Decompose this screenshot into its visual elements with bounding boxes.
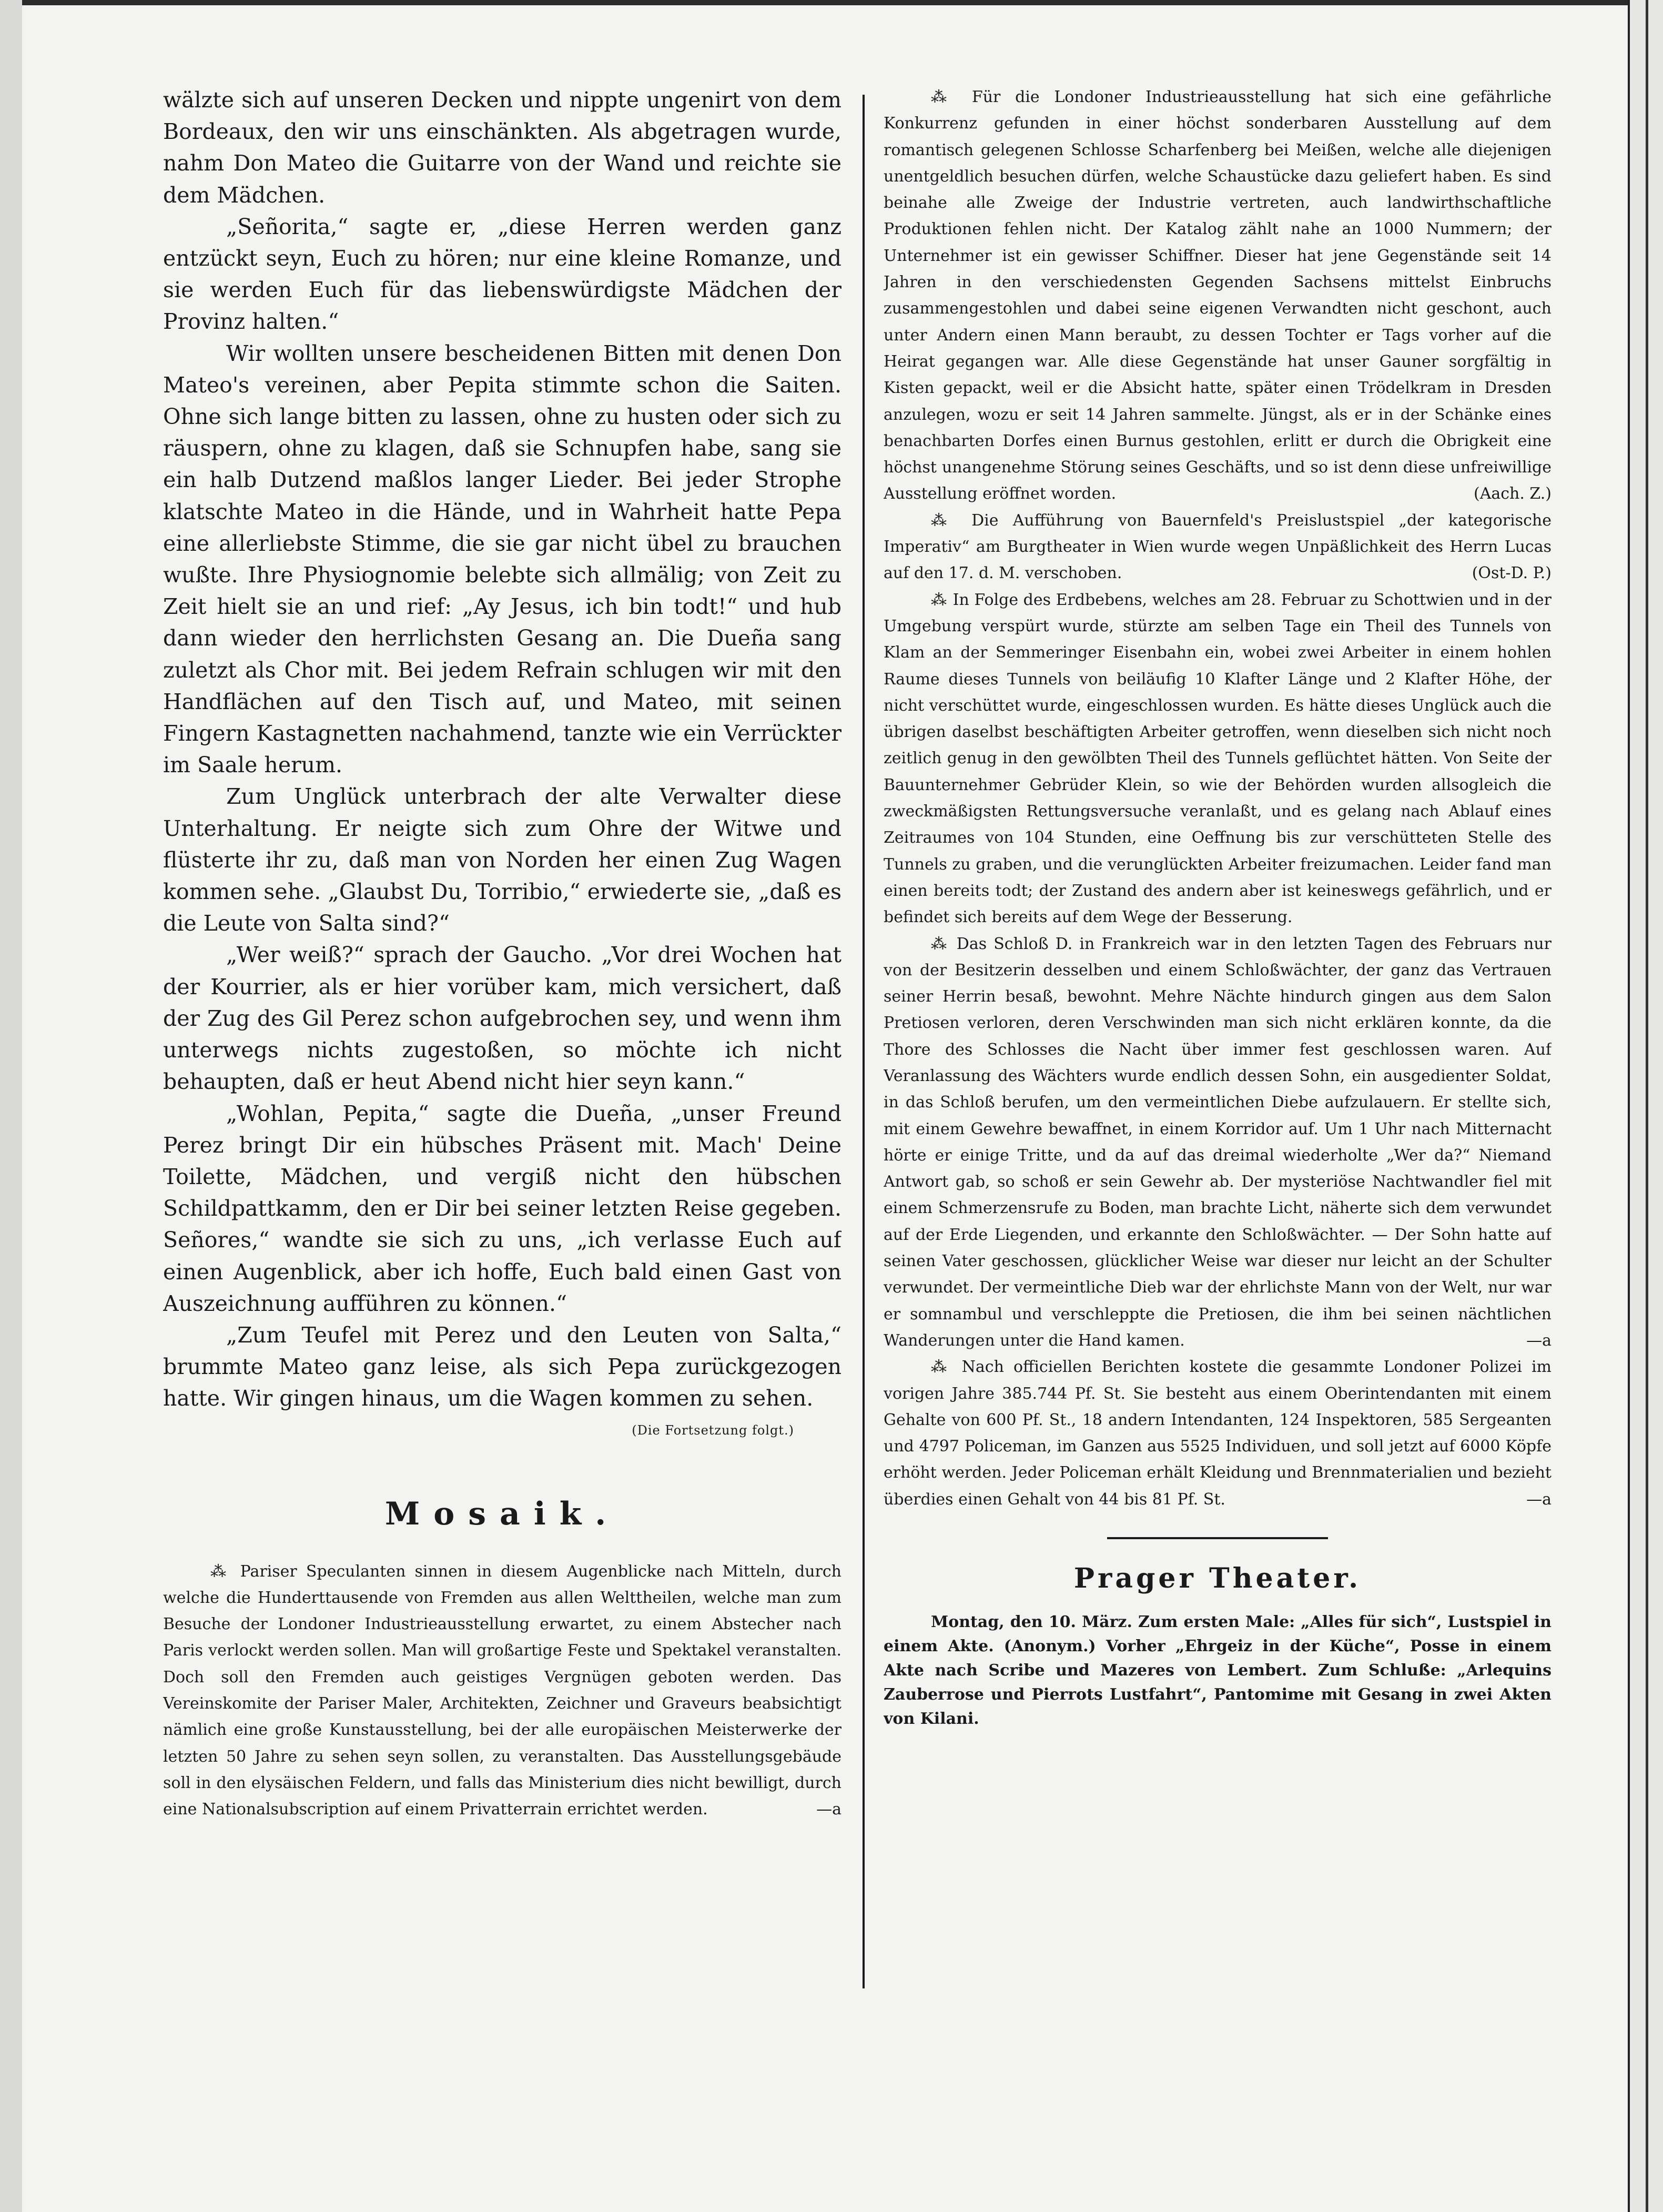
asterism-icon: ⁂ (931, 1358, 952, 1377)
news-list (884, 84, 1552, 1513)
story-paragraph: „Wer weiß?“ sprach der Gaucho. „Vor drei Wochen hat der Kourrier, als er hier vorüber kam, mich versichert, daß der Zug des Gil Perez schon aufgebrochen sey, und wenn ihm unterwegs nichts zugestoßen, so möchte ich nicht behaupten, daß er heut Abend nicht hier seyn kann.“ (163, 942, 841, 1095)
left-column (163, 84, 841, 2031)
news-text: Die Aufführung von Bauernfeld's Preislustspiel „der kategorische Imperativ“ am Burgtheater in Wien wurde wegen Unpäßlichkeit des Herrn Lucas auf den 17. d. M. verschoben. (884, 511, 1552, 583)
news-text: Nach officiellen Berichten kostete die gesammte Londoner Polizei im vorigen Jahre 385.744 Pf. St. Sie besteht aus einem Oberintendanten mit einem Gehalte von 600 Pf. St., 18 andern Intendanten, 124 Inspektoren, 585 Sergeanten und 4797 Policeman, im Ganzen aus 5525 Individuen, und soll jetzt auf 6000 Köpfe erhöht werden. Jeder Policeman erhält Kleidung und Brennmaterialien und bezieht überdies einen Gehalt von 44 bis 81 Pf. St. (884, 1358, 1552, 1509)
story-paragraph: Zum Unglück unterbrach der alte Verwalter diese Unterhaltung. Er neigte sich zum Ohre der Witwe und flüsterte ihr zu, daß man von Norden her einen Zug Wagen kommen sehe. „Glaubst Du, Torribio,“ erwiederte sie, „daß es die Leute von Salta sind?“ (163, 784, 841, 936)
newspaper-page (163, 84, 1552, 2031)
scan-margin-left (0, 0, 22, 2212)
theater-heading: Prager Theater. (1073, 1562, 1362, 1595)
asterism-icon: ⁂ (931, 934, 950, 953)
story-paragraph: „Wohlan, Pepita,“ sagte die Dueña, „unser Freund Perez bringt Dir ein hübsches Präsent mit. Mach' Deine Toilette, Mädchen, und vergiß nicht den hübschen Schildpattkamm, den er Dir bei seiner letzten Reise gegeben. Señores,“ wandte sie sich zu uns, „ich verlasse Euch auf einen Augenblick, aber ich hoffe, Euch bald einen Gast von Auszeichnung aufführen zu können.“ (163, 1100, 841, 1316)
page-edge-line (1646, 0, 1648, 2212)
news-item (884, 84, 1552, 508)
asterism-icon: ⁂ (931, 511, 957, 530)
theater-text: Montag, den 10. März. Zum ersten Male: „Alles für sich“, Lustspiel in einem Akte. (Anonym.) Vorher „Ehrgeiz in der Küche“, Posse in einem Akte nach Scribe und Mazeres von Lembert. Zum Schluße: „Arlequins Zauberrose und Pierrots Lustfahrt“, Pantomime mit Gesang in zwei Akten von Kilani. (884, 1613, 1552, 1729)
theater-listing (884, 1610, 1552, 1731)
page-edge-line (1628, 0, 1630, 2212)
news-source: (Ost-D. P.) (1472, 564, 1552, 583)
news-text: In Folge des Erdbebens, welches am 28. Februar zu Schottwien und in der Umgebung verspürt wurde, stürzte am selben Tage ein Theil des Tunnels von Klam an der Semmeringer Eisenbahn ein, wobei zwei Arbeiter in einem hohlen Raume dieses Tunnels von beiläufig 10 Klafter Länge und 2 Klafter Höhe, der nicht verschüttet wurde, eingeschlossen wurden. Es hätte dieses Unglück auch die übrigen daselbst beschäftigten Arbeiter getroffen, wenn dieselben sich nicht noch zeitlich genug in den gewölbten Theil des Tunnels geflüchtet hätten. Von Seite der Bauunternehmer Gebrüder Klein, so wie der Behörden wurden allsogleich die zweckmäßigsten Rettungsversuche veranlaßt, und es gelang nach Ablauf eines Zeitraumes von 104 Stunden, eine Oeffnung bis zur verschütteten Stelle des Tunnels zu graben, und die verunglückten Arbeiter freizumachen. Leider fand man einen bereits todt; der Zustand des andern aber ist keineswegs gefährlich, und er befindet sich bereits auf dem Wege der Besserung. (884, 590, 1552, 927)
story-paragraph: „Zum Teufel mit Perez und den Leuten von Salta,“ brummte Mateo ganz leise, als sich Pepa zurückgezogen hatte. Wir gingen hinaus, um die Wagen kommen zu sehen. (163, 1322, 841, 1411)
asterism-icon: ⁂ (210, 1562, 231, 1581)
news-signature: —a (816, 1800, 841, 1819)
scan-margin-right (1628, 0, 1663, 2212)
right-column (884, 84, 1552, 2031)
story-paragraph: wälzte sich auf unseren Decken und nippte ungenirt von dem Bordeaux, den wir uns einschänkten. Als abgetragen wurde, nahm Don Mateo die Guitarre von der Wand und reichte sie dem Mädchen. (163, 87, 841, 208)
story-paragraph: Wir wollten unsere bescheidenen Bitten mit denen Don Mateo's vereinen, aber Pepita stimmte schon die Saiten. Ohne sich lange bitten zu lassen, ohne zu husten oder sich zu räuspern, ohne zu klagen, daß sie Schnupfen habe, sang sie ein halb Dutzend maßlos langer Lieder. Bei jeder Strophe klatschte Mateo in die Hände, und in Wahrheit hatte Pepa eine allerliebste Stimme, die sie gar nicht übel zu brauchen wußte. Ihre Physiognomie belebte sich allmälig; von Zeit zu Zeit hielt sie an und rief: „Ay Jesus, ich bin todt!“ und hub dann wieder den herrlichsten Gesang an. Die Dueña sang zuletzt als Chor mit. Bei jedem Refrain schlugen wir mit den Handflächen auf den Tisch auf, und Mateo, mit seinen Fingern Kastagnetten nachahmend, tanzte wie ein Verrückter im Saale herum. (163, 340, 841, 778)
asterism-icon: ⁂ (931, 590, 948, 609)
news-text: Pariser Speculanten sinnen in diesem Augenblicke nach Mitteln, durch welche die Hunderttausende von Fremden aus allen Welttheilen, welche man zum Besuche der Londoner Industrieausstellung erwartet, zu einem Abstecher nach Paris verlockt werden sollen. Man will großartige Feste und Spektakel veranstalten. Doch soll den Fremden auch geistiges Vergnügen geboten werden. Das Vereinskomite der Pariser Maler, Architekten, Zeichner und Graveurs beabsichtigt nämlich eine große Kunstausstellung, bei der alle europäischen Meisterwerke der letzten 50 Jahre zu sehen seyn sollen, zu veranstalten. Das Ausstellungsgebäude soll in den elysäischen Feldern, und falls das Ministerium dies nicht bewilligt, durch eine Nationalsubscription auf einem Privatterrain errichtet werden. (163, 1562, 841, 1819)
story-paragraph: „Señorita,“ sagte er, „diese Herren werden ganz entzückt seyn, Euch zu hören; nur eine kleine Romanze, und sie werden Euch für das liebenswürdigste Mädchen der Provinz halten.“ (163, 214, 841, 335)
serial-story (163, 84, 841, 1438)
news-source: (Aach. Z.) (1473, 484, 1552, 503)
news-item (884, 508, 1552, 587)
news-item (884, 587, 1552, 931)
news-signature: —a (1526, 1331, 1552, 1350)
asterism-icon: ⁂ (931, 88, 958, 106)
column-divider (863, 95, 865, 1988)
news-item (884, 1354, 1552, 1513)
news-text: Das Schloß D. in Frankreich war in den letzten Tagen des Februars nur von der Besitzerin desselben und einem Schloßwächter, der ganz das Vertrauen seiner Herrin besaß, bewohnt. Mehre Nächte hindurch gingen aus dem Salon Pretiosen verloren, deren Verschwinden man sich nicht erklären konnte, da die Thore des Schlosses die Nacht über immer fest geschlossen waren. Auf Veranlassung des Wächters wurde endlich dessen Sohn, ein ausgedienter Soldat, in das Schloß berufen, um den vermeintlichen Diebe aufzulauern. Er stellte sich, mit einem Gewehre bewaffnet, in einem Korridor auf. Um 1 Uhr nach Mitternacht hörte er einige Tritte, und da auf das dreimal wiederholte „Wer da?“ Niemand Antwort gab, so schoß er sein Gewehr ab. Der mysteriöse Nachtwandler fiel mit einem Schmerzensrufe zu Boden, man brachte Licht, näherte sich dem verwundet auf der Erde Liegenden, und erkannte den Schloßwächter. — Der Sohn hatte auf seinen Vater geschossen, glücklicher Weise war dieser nur leicht an der Schulter verwundet. Der vermeintliche Dieb war der ehrlichste Mann von der Welt, nur war er somnambul und verschleppte die Pretiosen, die ihm bei seinen nächtlichen Wanderungen unter die Hand kamen. (884, 934, 1552, 1350)
section-rule (1107, 1537, 1328, 1539)
continuation-note: (Die Fortsetzung folgt.) (632, 1422, 794, 1438)
mosaik-heading: Mosaik. (384, 1495, 620, 1532)
mosaik-item (163, 1559, 841, 1823)
scan-edge-top (22, 0, 1628, 5)
news-signature: —a (1526, 1490, 1552, 1509)
news-item (884, 931, 1552, 1355)
news-text: Für die Londoner Industrieausstellung hat sich eine gefährliche Konkurrenz gefunden in einer höchst sonderbaren Ausstellung auf dem romantisch gelegenen Schlosse Scharfenberg bei Meißen, welche alle diejenigen unentgeldlich besuchen dürfen, welche Schaustücke dazu geliefert haben. Es sind beinahe alle Zweige der Industrie vertreten, auch landwirthschaftliche Produktionen fehlen nicht. Der Katalog zählt nahe an 1000 Nummern; der Unternehmer ist ein gewisser Schiffner. Dieser hat jene Gegenstände seit 14 Jahren in den verschiedensten Gegenden Sachsens mittelst Einbruchs zusammengestohlen und dabei seine eigenen Verwandten nicht geschont, auch unter Andern einen Mann beraubt, zu dessen Tochter er Tags vorher auf die Heirat gegangen war. Alle diese Gegenstände hat unser Gauner sorgfältig in Kisten gepackt, weil er die Absicht hatte, später einen Trödelkram in Dresden anzulegen, wozu er seit 14 Jahren sammelte. Jüngst, als er in der Schänke eines benachbarten Dorfes einen Burnus gestohlen, erlitt er durch die Obrigkeit eine höchst unangenehme Störung seines Geschäfts, und so ist denn diese unfreiwillige Ausstellung eröffnet worden. (884, 88, 1552, 503)
